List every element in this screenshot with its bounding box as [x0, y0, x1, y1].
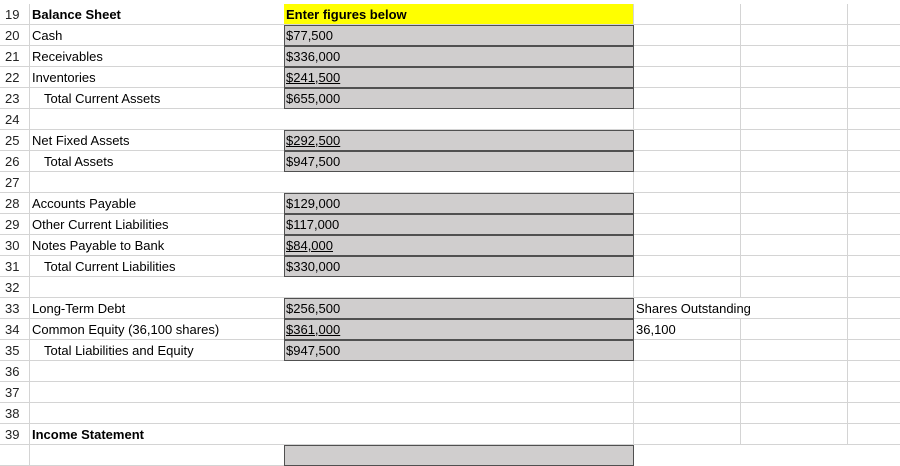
cell-label[interactable]: Long-Term Debt — [30, 298, 284, 319]
cell-label[interactable]: Balance Sheet — [30, 4, 284, 25]
cell-empty[interactable] — [741, 340, 848, 361]
cell-label[interactable]: Common Equity (36,100 shares) — [30, 319, 284, 340]
row-header[interactable]: 29 — [0, 214, 30, 235]
header-cell[interactable]: Enter figures below — [284, 4, 634, 25]
cell-empty[interactable] — [634, 67, 741, 88]
input-cell[interactable] — [284, 445, 634, 466]
shares-label-cell[interactable]: Shares Outstanding — [634, 298, 741, 319]
cell-empty[interactable] — [848, 4, 900, 25]
row-19 — [0, 4, 900, 25]
cell-empty[interactable] — [284, 403, 634, 424]
cell-empty[interactable] — [848, 46, 900, 67]
cell-empty[interactable] — [284, 382, 634, 403]
cell-empty[interactable] — [30, 361, 284, 382]
row-40-partial — [0, 445, 900, 466]
input-cell[interactable]: $77,500 — [284, 25, 634, 46]
cell-label[interactable]: Receivables — [30, 46, 284, 67]
row-37 — [0, 382, 900, 403]
input-cell[interactable] — [284, 130, 634, 151]
cell-empty[interactable] — [30, 445, 284, 466]
cell-empty[interactable] — [634, 25, 741, 46]
row-header[interactable]: 20 — [0, 25, 30, 46]
cell-empty[interactable] — [848, 235, 900, 256]
row-22 — [0, 67, 900, 88]
row-header[interactable]: 32 — [0, 277, 30, 298]
row-header[interactable]: 31 — [0, 256, 30, 277]
cell-empty[interactable] — [634, 256, 741, 277]
cell-empty[interactable] — [741, 256, 848, 277]
row-header[interactable]: 28 — [0, 193, 30, 214]
row-36 — [0, 361, 900, 382]
cell-label[interactable]: Total Current Assets — [30, 88, 284, 109]
cell-label[interactable]: Notes Payable to Bank — [30, 235, 284, 256]
row-27 — [0, 172, 900, 193]
cell-empty[interactable] — [848, 109, 900, 130]
cell-empty[interactable] — [741, 235, 848, 256]
cell-empty[interactable] — [30, 382, 284, 403]
cell-label[interactable]: Other Current Liabilities — [30, 214, 284, 235]
cell-empty[interactable] — [284, 424, 634, 445]
cell-label[interactable]: Net Fixed Assets — [30, 130, 284, 151]
cell-empty[interactable] — [634, 361, 741, 382]
input-cell[interactable]: $947,500 — [284, 151, 634, 172]
row-header[interactable]: 39 — [0, 424, 30, 445]
cell-empty[interactable] — [30, 403, 284, 424]
cell-empty[interactable] — [741, 424, 848, 445]
cell-empty[interactable] — [741, 319, 848, 340]
row-header[interactable]: 33 — [0, 298, 30, 319]
cell-empty[interactable] — [30, 109, 284, 130]
cell-empty[interactable] — [741, 25, 848, 46]
row-21 — [0, 46, 900, 67]
row-header[interactable]: 38 — [0, 403, 30, 424]
cell-empty[interactable] — [848, 214, 900, 235]
cell-empty[interactable] — [634, 4, 741, 25]
row-header[interactable]: 25 — [0, 130, 30, 151]
cell-empty[interactable] — [848, 361, 900, 382]
cell-empty[interactable] — [848, 319, 900, 340]
cell-empty[interactable] — [741, 109, 848, 130]
row-header[interactable]: 19 — [0, 4, 30, 25]
row-34 — [0, 319, 900, 340]
cell-empty[interactable] — [634, 109, 741, 130]
cell-label[interactable]: Total Current Liabilities — [30, 256, 284, 277]
cell-empty[interactable] — [741, 403, 848, 424]
row-30 — [0, 235, 900, 256]
row-header[interactable]: 34 — [0, 319, 30, 340]
input-cell[interactable]: $129,000 — [284, 193, 634, 214]
cell-empty[interactable] — [634, 130, 741, 151]
row-20 — [0, 25, 900, 46]
cell-empty[interactable] — [634, 235, 741, 256]
cell-empty[interactable] — [634, 424, 741, 445]
cell-empty[interactable] — [634, 151, 741, 172]
row-35 — [0, 340, 900, 361]
shares-value-cell[interactable]: 36,100 — [634, 319, 741, 340]
row-23 — [0, 88, 900, 109]
cell-empty[interactable] — [284, 361, 634, 382]
row-31 — [0, 256, 900, 277]
cell-empty[interactable] — [634, 88, 741, 109]
cell-empty[interactable] — [741, 382, 848, 403]
cell-empty[interactable] — [848, 151, 900, 172]
row-28 — [0, 193, 900, 214]
cell-empty[interactable] — [634, 193, 741, 214]
row-32 — [0, 277, 900, 298]
cell-empty[interactable] — [848, 88, 900, 109]
row-38 — [0, 403, 900, 424]
cell-empty[interactable] — [741, 4, 848, 25]
cell-empty[interactable] — [634, 172, 741, 193]
cell-empty[interactable] — [284, 109, 634, 130]
cell-empty[interactable] — [741, 361, 848, 382]
cell-empty[interactable] — [30, 172, 284, 193]
cell-label[interactable]: Total Liabilities and Equity — [30, 340, 284, 361]
row-header[interactable]: 24 — [0, 109, 30, 130]
cell-empty[interactable] — [848, 67, 900, 88]
cell-empty[interactable] — [848, 424, 900, 445]
cell-empty[interactable] — [848, 130, 900, 151]
row-29 — [0, 214, 900, 235]
row-header[interactable]: 22 — [0, 67, 30, 88]
row-header[interactable] — [0, 445, 30, 466]
cell-empty[interactable] — [741, 193, 848, 214]
cell-value: $292,500 — [286, 133, 341, 148]
cell-empty[interactable] — [741, 130, 848, 151]
row-header[interactable]: 30 — [0, 235, 30, 256]
row-header[interactable]: 26 — [0, 151, 30, 172]
cell-empty[interactable] — [741, 46, 848, 67]
cell-empty[interactable] — [741, 277, 848, 298]
row-header[interactable]: 21 — [0, 46, 30, 67]
cell-empty[interactable] — [741, 172, 848, 193]
cell-empty[interactable] — [848, 172, 900, 193]
row-header[interactable]: 36 — [0, 361, 30, 382]
input-cell[interactable] — [284, 319, 634, 340]
input-cell[interactable]: $336,000 — [284, 46, 634, 67]
input-cell[interactable]: $330,000 — [284, 256, 634, 277]
cell-empty[interactable] — [741, 298, 848, 319]
cell-empty[interactable] — [30, 277, 284, 298]
cell-empty[interactable] — [634, 46, 741, 67]
cell-empty[interactable] — [741, 151, 848, 172]
cell-empty[interactable] — [284, 277, 634, 298]
cell-empty[interactable] — [741, 214, 848, 235]
cell-empty[interactable] — [848, 382, 900, 403]
row-24 — [0, 109, 900, 130]
cell-label[interactable]: Income Statement — [30, 424, 284, 445]
cell-empty[interactable] — [848, 25, 900, 46]
cell-label[interactable]: Total Assets — [30, 151, 284, 172]
row-header[interactable]: 23 — [0, 88, 30, 109]
input-cell[interactable]: $256,500 — [284, 298, 634, 319]
cell-empty[interactable] — [848, 340, 900, 361]
cell-empty[interactable] — [634, 340, 741, 361]
cell-empty[interactable] — [848, 193, 900, 214]
input-cell[interactable]: $947,500 — [284, 340, 634, 361]
row-33 — [0, 298, 900, 319]
cell-value: $84,000 — [286, 238, 333, 253]
row-25 — [0, 130, 900, 151]
cell-label[interactable]: Cash — [30, 25, 284, 46]
cell-empty[interactable] — [634, 214, 741, 235]
cell-empty[interactable] — [848, 277, 900, 298]
cell-empty[interactable] — [848, 256, 900, 277]
row-39 — [0, 424, 900, 445]
cell-label[interactable]: Inventories — [30, 67, 284, 88]
cell-value: $241,500 — [286, 70, 341, 85]
cell-empty[interactable] — [634, 403, 741, 424]
cell-empty[interactable] — [634, 277, 741, 298]
cell-value: $361,000 — [286, 322, 341, 337]
input-cell[interactable] — [284, 67, 634, 88]
input-cell[interactable]: $655,000 — [284, 88, 634, 109]
row-header[interactable]: 35 — [0, 340, 30, 361]
cell-empty[interactable] — [741, 88, 848, 109]
input-cell[interactable]: $117,000 — [284, 214, 634, 235]
cell-label[interactable]: Accounts Payable — [30, 193, 284, 214]
row-header[interactable]: 37 — [0, 382, 30, 403]
input-cell[interactable] — [284, 235, 634, 256]
cell-empty[interactable] — [848, 298, 900, 319]
cell-empty[interactable] — [634, 382, 741, 403]
row-26 — [0, 151, 900, 172]
row-header[interactable]: 27 — [0, 172, 30, 193]
cell-empty[interactable] — [848, 403, 900, 424]
cell-empty[interactable] — [741, 67, 848, 88]
cell-empty[interactable] — [284, 172, 634, 193]
